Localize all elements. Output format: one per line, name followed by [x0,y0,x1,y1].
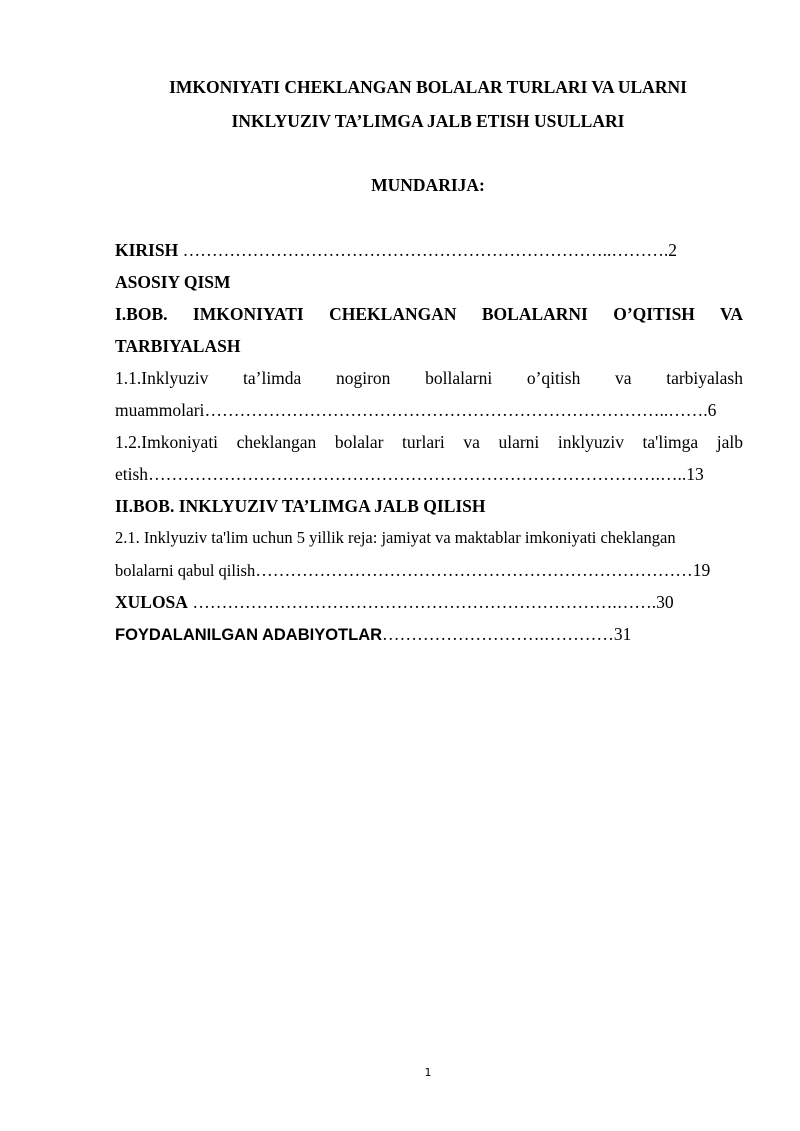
toc-entry-kirish[interactable] [115,234,743,266]
toc-leader: ………………………………………………………………..………. [178,240,669,260]
toc-entry-2-1-line-1[interactable]: 2.1. Inklyuziv ta'lim uchun 5 yillik reja: jamiyat va maktablar imkoniyati cheklangan [115,528,676,547]
toc-page-number: 13 [686,464,704,484]
toc-leader: ………………………………………………………………… [255,560,693,580]
toc-entry-label: FOYDALANILGAN ADABIYOTLAR [115,626,383,644]
document-title [100,70,756,138]
toc-entry-1-1-line-2[interactable] [115,394,743,426]
toc-entry-label: bolalarni qabul qilish [115,561,256,580]
toc-entry-label: muammolari [115,400,205,420]
toc-section-asosiy: ASOSIY QISM [115,272,231,292]
toc-page-number: 2 [668,240,677,260]
toc-page-number: 30 [656,592,674,612]
toc-chapter-1-line-1[interactable]: I.BOB. IMKONIYATI CHEKLANGAN BOLALARNI O’QITISH VA [115,304,743,324]
toc-entry-label: XULOSA [115,592,188,612]
table-of-contents [115,234,743,650]
toc-page-number: 19 [692,560,711,580]
toc-page-number: 6 [707,400,717,420]
toc-entry-adabiyotlar[interactable] [115,618,743,650]
page-number: 1 [424,1066,432,1079]
toc-chapter-1-line-2[interactable]: TARBIYALASH [115,336,241,356]
document-title-line-1: IMKONIYATI CHEKLANGAN BOLALAR TURLARI VA ULARNI [169,77,687,97]
toc-leader: ……………………….………… [382,624,614,644]
toc-entry-label: etish [115,464,149,484]
toc-entry-1-1-line-1[interactable]: 1.1.Inklyuziv ta’limda nogiron bollalarni o’qitish va tarbiyalash [115,368,743,388]
toc-page-number: 31 [613,624,632,644]
toc-entry-label: KIRISH [115,240,179,260]
toc-entry-1-2-line-2[interactable] [115,458,743,490]
toc-entry-2-1-line-2[interactable] [115,554,743,586]
toc-heading: MUNDARIJA: [371,175,485,195]
toc-leader: ……………………………………………………………………..……. [204,400,708,420]
toc-leader: ……………………………………………………………….……. [187,592,657,612]
toc-entry-xulosa[interactable] [115,586,743,618]
toc-chapter-2[interactable]: II.BOB. INKLYUZIV TA’LIMGA JALB QILISH [115,496,486,516]
document-title-line-2: INKLYUZIV TA’LIMGA JALB ETISH USULLARI [231,111,625,131]
toc-leader: …………………………………………………………………………….….. [148,464,687,484]
toc-entry-1-2-line-1[interactable]: 1.2.Imkoniyati cheklangan bolalar turlari va ularni inklyuziv ta'limga jalb [115,432,743,452]
